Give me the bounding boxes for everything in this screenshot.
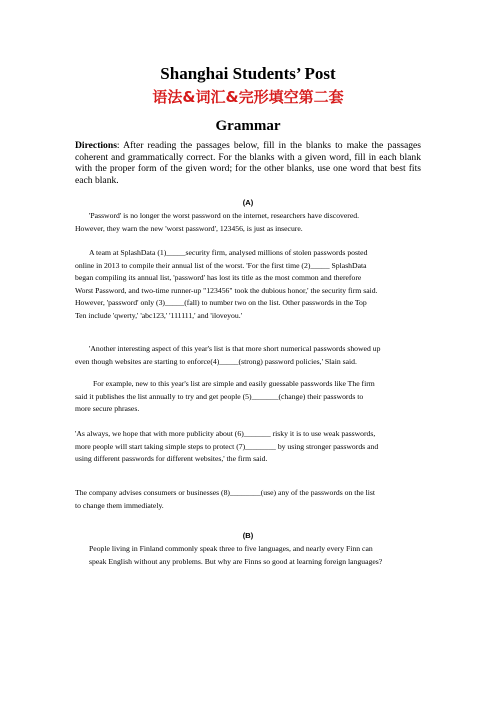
passage-a-paragraph-6 xyxy=(75,487,423,512)
passage-b-paragraph-1 xyxy=(75,543,423,568)
document-title: Shanghai Students’ Post xyxy=(160,64,336,83)
directions-block xyxy=(75,140,421,186)
text-line: The company advises consumers or businesses (8)________(use) any of the passwords on the list xyxy=(75,488,375,497)
text-line: 'Another interesting aspect of this year's list is that more short numerical passwords showed up xyxy=(89,344,381,353)
passage-a-paragraph-1 xyxy=(75,210,437,235)
passage-a-paragraph-2 xyxy=(75,247,423,323)
section-heading: Grammar xyxy=(215,118,281,134)
text-line: said it publishes the list annually to try and get people (5)_______(change) their passwords to xyxy=(75,391,364,401)
text-line: speak English without any problems. But why are Finns so good at learning foreign languages? xyxy=(89,556,383,566)
text-line: Ten include 'qwerty,' 'abc123,' '111111,' and 'iloveyou.' xyxy=(75,310,243,320)
passage-b-label: (B) xyxy=(242,531,254,540)
text-line: However, they warn the new 'worst password', 123456, is just as insecure. xyxy=(75,223,303,233)
text-line: to change them immediately. xyxy=(75,500,164,510)
text-line: 'As always, we hope that with more publicity about (6)_______ risky it is to use weak passwords, xyxy=(75,429,376,438)
text-line: For example, new to this year's list are simple and easily guessable passwords like The firm xyxy=(93,379,375,388)
text-line: using different passwords for different websites,' the firm said. xyxy=(75,454,268,464)
passage-a-paragraph-3 xyxy=(75,343,423,368)
directions-text: : After reading the passages below, fill in the blanks to make the passages coherent and grammatically correct. For the blanks with a given word, fill in each blank with the proper form of the given word; for the other blanks, use one word that best fits each blank. xyxy=(75,140,421,186)
text-line: 'Password' is no longer the worst password on the internet, researchers have discovered. xyxy=(89,211,360,220)
passage-a-label: (A) xyxy=(242,198,254,207)
text-line: Worst Password, and two-time runner-up "123456" took the dubious honor,' the security firm said. xyxy=(75,285,378,295)
text-line: even though websites are starting to enforce(4)_____(strong) password policies,' Slain said. xyxy=(75,356,357,366)
passage-a-paragraph-4 xyxy=(75,378,423,416)
text-line: A team at SplashData (1)_____security firm, analysed millions of stolen passwords posted xyxy=(89,248,368,257)
document-subtitle: 语法&词汇&完形填空第二套 xyxy=(152,88,344,106)
text-line: People living in Finland commonly speak three to five languages, and nearly every Finn can xyxy=(89,544,373,553)
text-line: more people will start taking simple steps to protect (7)________ by using stronger passwords and xyxy=(75,441,379,451)
text-line: online in 2013 to compile their annual list of the worst. 'For the first time (2)_____ SplashData xyxy=(75,260,367,270)
directions-label: Directions xyxy=(75,140,117,151)
text-line: began compiling its annual list, 'password' has lost its title as the most common and therefore xyxy=(75,273,362,283)
passage-a-paragraph-5 xyxy=(75,428,423,466)
text-line: more secure phrases. xyxy=(75,404,140,414)
text-line: However, 'password' only (3)_____(fall) to number two on the list. Other passwords in the Top xyxy=(75,298,367,308)
